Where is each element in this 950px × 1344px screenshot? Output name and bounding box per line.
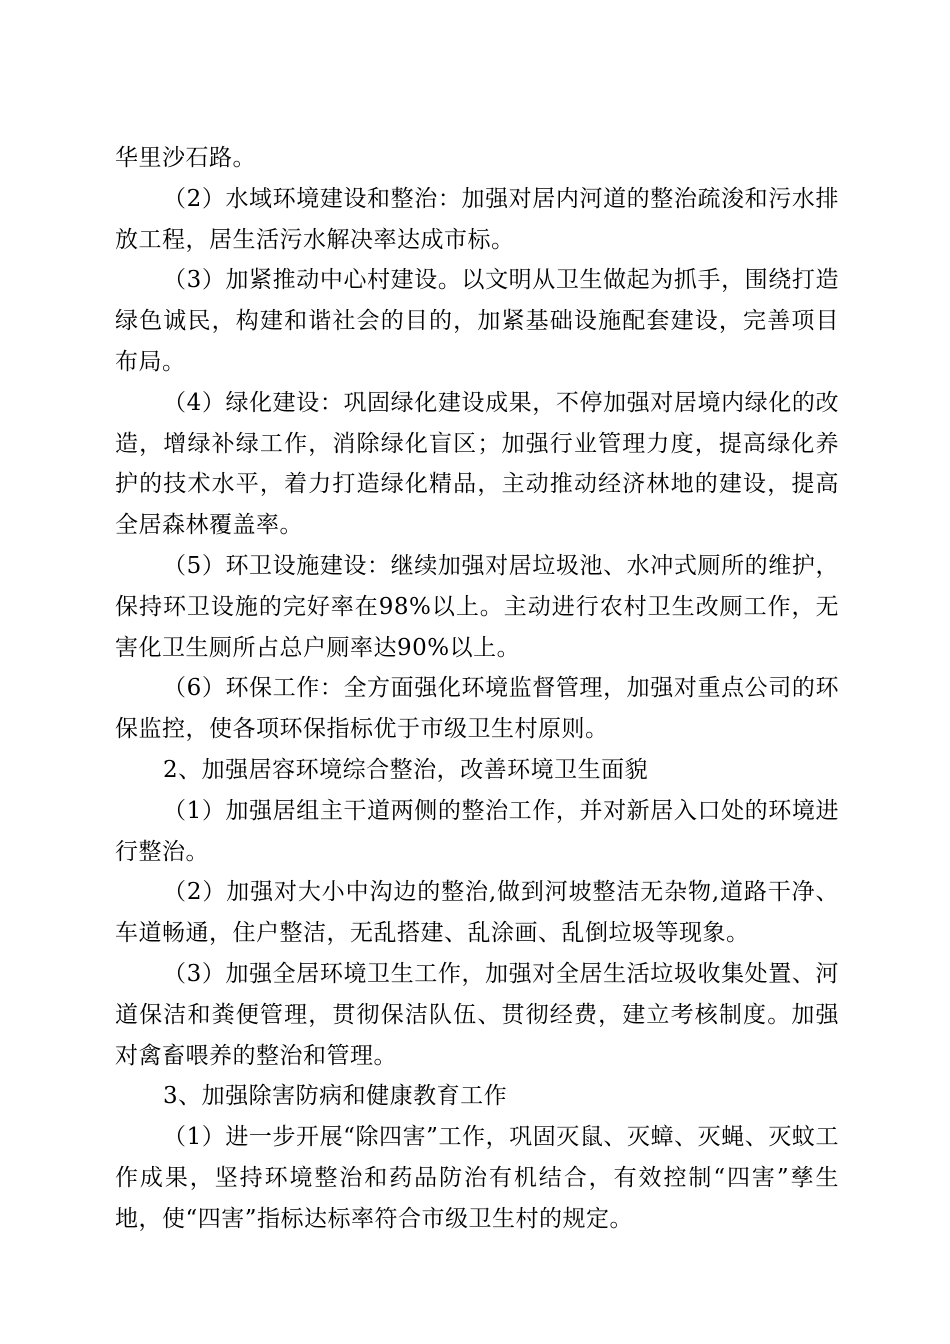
paragraph-2: （2）水域环境建设和整治：加强对居内河道的整治疏浚和污水排放工程，居生活污水解决率达成市标。 [115, 185, 839, 253]
section-heading-3: 3、加强除害防病和健康教育工作 [163, 1083, 508, 1110]
section-heading-2: 2、加强居容环境综合整治，改善环境卫生面貌 [163, 756, 649, 783]
paragraph-1: 华里沙石路。 [115, 145, 256, 171]
paragraph-9: （3）加强全居环境卫生工作，加强对全居生活垃圾收集处置、河道保洁和粪便管理，贯彻保洁队伍、贯彻经费，建立考核制度。加强对禽畜喂养的整治和管理。 [115, 960, 839, 1069]
paragraph-8: （2）加强对大小中沟边的整治,做到河坡整洁无杂物,道路干净、车道畅通，住户整洁，无乱搭建、乱涂画、乱倒垃圾等现象。 [115, 879, 839, 947]
paragraph-10: （1）进一步开展“除四害”工作，巩固灭鼠、灭蟑、灭蝇、灭蚊工作成果，坚持环境整治和药品防治有机结合，有效控制“四害”孳生地，使“四害”指标达标率符合市级卫生村的规定。 [115, 1124, 839, 1232]
paragraph-4: （4）绿化建设：巩固绿化建设成果，不停加强对居境内绿化的改造，增绿补绿工作，消除绿化盲区；加强行业管理力度，提高绿化养护的技术水平，着力打造绿化精品，主动推动经济林地的建设，提高全居森林覆盖率。 [115, 389, 839, 539]
paragraph-5: （5）环卫设施建设：继续加强对居垃圾池、水冲式厕所的维护，保持环卫设施的完好率在98%以上。主动进行农村卫生改厕工作，无害化卫生厕所占总户厕率达90%以上。 [115, 552, 839, 661]
document-body [115, 138, 839, 1240]
paragraph-6: （6）环保工作：全方面强化环境监督管理，加强对重点公司的环保监控，使各项环保指标优于市级卫生村原则。 [115, 675, 839, 743]
paragraph-7: （1）加强居组主干道两侧的整治工作，并对新居入口处的环境进行整治。 [115, 797, 839, 865]
paragraph-3: （3）加紧推动中心村建设。以文明从卫生做起为抓手，围绕打造绿色诚民，构建和谐社会的目的，加紧基础设施配套建设，完善项目布局。 [115, 267, 839, 375]
